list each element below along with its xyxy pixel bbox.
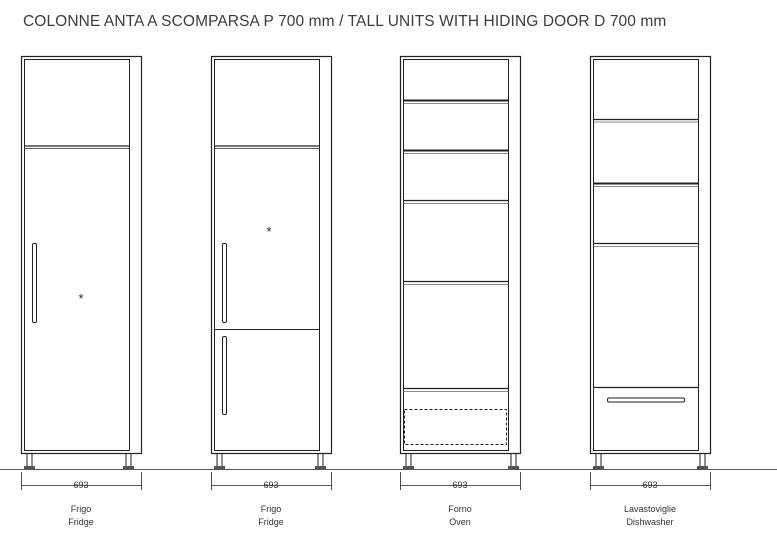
width-label-oven: 693 bbox=[452, 480, 468, 490]
shelves bbox=[404, 101, 509, 392]
unit-dishwasher bbox=[591, 57, 711, 491]
door-frame bbox=[25, 60, 130, 451]
unit-fridge-1 bbox=[22, 57, 142, 491]
door-marker-1: * bbox=[78, 291, 84, 306]
cabinet-outline bbox=[401, 57, 521, 454]
unit-oven bbox=[401, 57, 521, 491]
page-title: COLONNE ANTA A SCOMPARSA P 700 mm / TALL UNITS WITH HIDING DOOR D 700 mm bbox=[23, 13, 667, 30]
plinth-legs bbox=[24, 454, 134, 470]
dishwasher-handle bbox=[608, 398, 685, 402]
cabinet-outline bbox=[22, 57, 142, 454]
caption-oven bbox=[410, 503, 510, 529]
door-marker-2: * bbox=[266, 224, 272, 239]
door-handle bbox=[33, 244, 37, 323]
upper-door-handle bbox=[223, 244, 227, 323]
caption-fridge-2 bbox=[221, 503, 321, 529]
inner-frame bbox=[594, 60, 699, 451]
cabinet-outline bbox=[212, 57, 332, 454]
caption-italian: Frigo bbox=[260, 504, 282, 514]
cabinet-outline bbox=[591, 57, 711, 454]
door-frame bbox=[215, 60, 320, 451]
caption-english: Fridge bbox=[258, 517, 284, 527]
unit-fridge-2 bbox=[212, 57, 332, 491]
caption-fridge-1 bbox=[31, 503, 131, 529]
caption-english: Oven bbox=[449, 517, 471, 527]
lower-door-handle bbox=[223, 337, 227, 415]
drawer-dashed bbox=[405, 410, 507, 445]
width-label-fridge-2: 693 bbox=[263, 480, 279, 490]
plinth-legs bbox=[593, 454, 708, 470]
width-label-dishwasher: 693 bbox=[642, 480, 658, 490]
caption-italian: Lavastoviglie bbox=[623, 504, 677, 514]
caption-english: Fridge bbox=[68, 517, 94, 527]
caption-italian: Frigo bbox=[70, 504, 92, 514]
caption-dishwasher bbox=[600, 503, 700, 529]
shelves bbox=[594, 120, 699, 388]
plinth-legs bbox=[403, 454, 519, 470]
plinth-legs bbox=[214, 454, 326, 470]
caption-english: Dishwasher bbox=[626, 517, 674, 527]
width-label-fridge-1: 693 bbox=[73, 480, 89, 490]
caption-italian: Forno bbox=[448, 504, 472, 514]
